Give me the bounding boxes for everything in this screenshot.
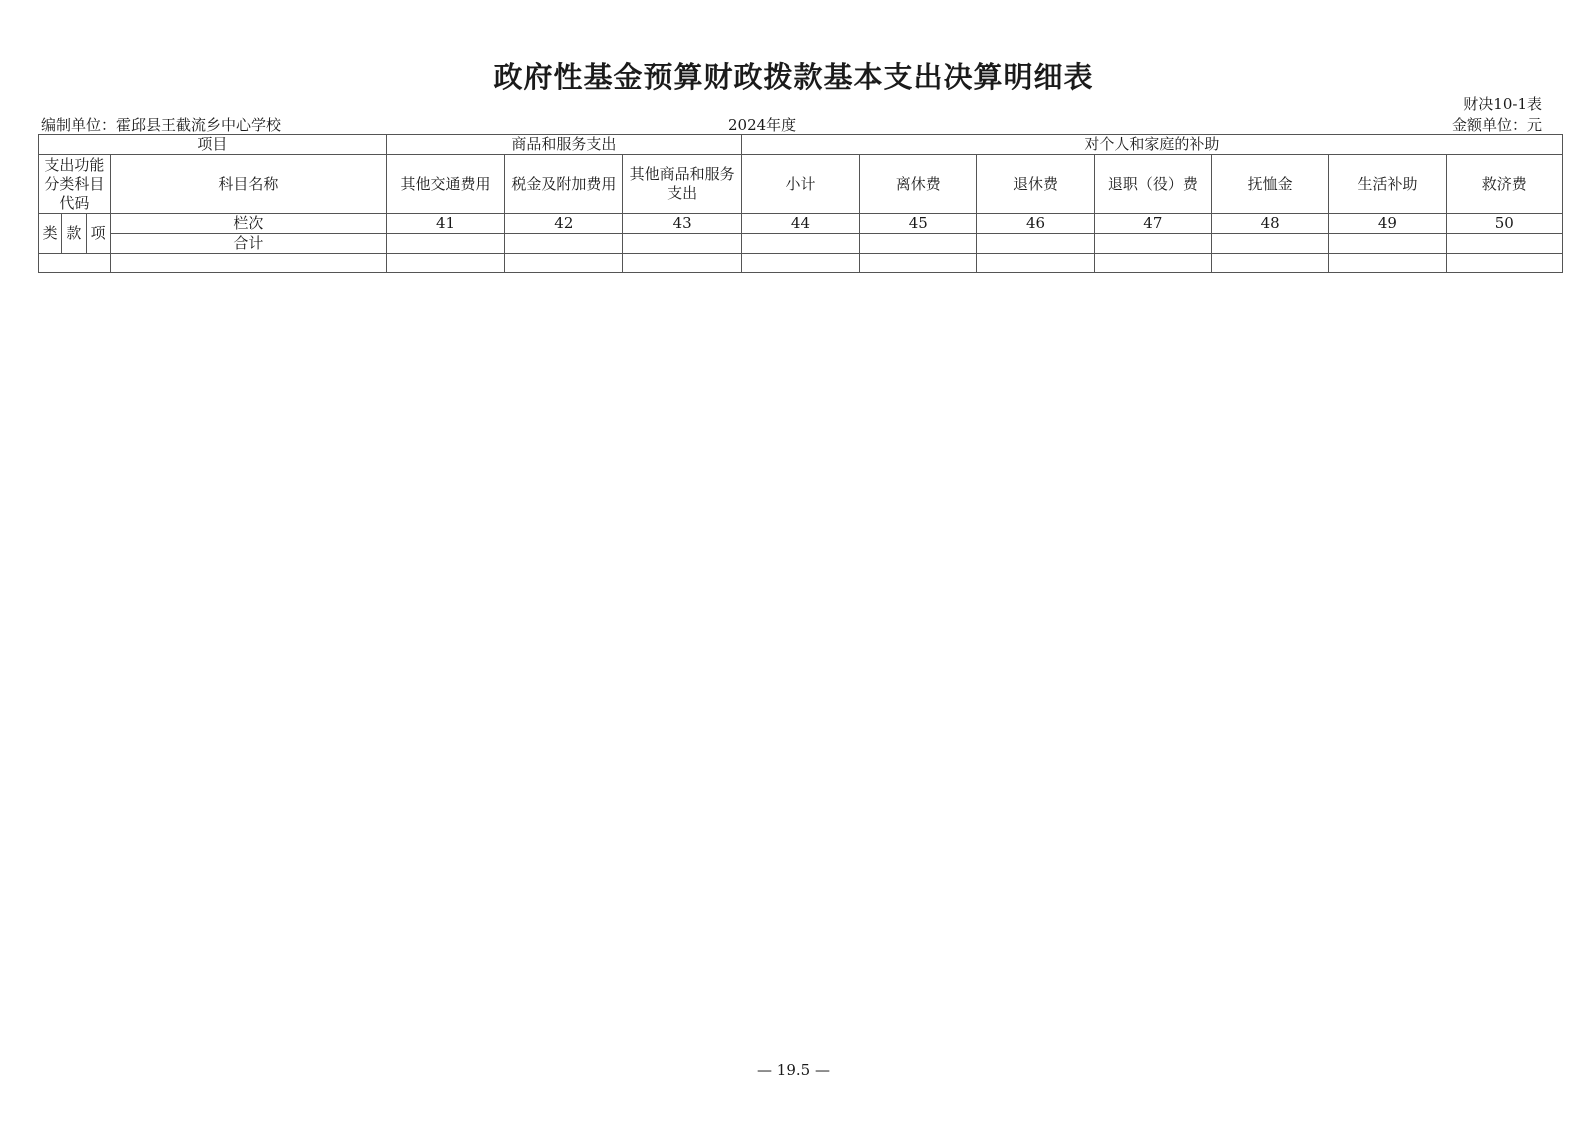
col-number-50: 50 [1446,214,1562,234]
empty-cell [623,254,741,273]
form-number: 财决10-1表 [1463,95,1542,113]
page-title: 政府性基金预算财政拨款基本支出决算明细表 [493,60,1094,94]
header-personal-subsidy: 对个人和家庭的补助 [741,135,1562,155]
header-goods-services: 商品和服务支出 [386,135,741,155]
empty-cell [977,254,1094,273]
row-number-row [39,214,1563,234]
amount-unit: 金额单位：元 [1451,116,1542,134]
empty-cell [505,254,623,273]
header-col-49: 生活补助 [1329,155,1446,214]
empty-cell [1329,254,1446,273]
header-code-label: 支出功能分类科目代码 [39,155,111,214]
total-cell [1446,234,1562,254]
total-cell [1212,234,1329,254]
total-label: 合计 [110,234,386,254]
total-cell [1329,234,1446,254]
header-kuan: 款 [62,214,86,254]
total-cell [977,234,1094,254]
col-number-42: 42 [505,214,623,234]
header-lei: 类 [39,214,62,254]
empty-cell [860,254,977,273]
header-col-44: 小计 [741,155,859,214]
page-number: — 19.5 — [757,1061,830,1079]
col-number-44: 44 [741,214,859,234]
empty-cell [1212,254,1329,273]
header-row-groups [39,135,1563,155]
header-col-43: 其他商品和服务支出 [623,155,741,214]
empty-cell [1446,254,1562,273]
total-cell [505,234,623,254]
total-cell [623,234,741,254]
col-number-41: 41 [386,214,504,234]
col-number-45: 45 [860,214,977,234]
total-cell [741,234,859,254]
col-number-49: 49 [1329,214,1446,234]
header-col-46: 退休费 [977,155,1094,214]
header-item: 项目 [39,135,387,155]
empty-cell [741,254,859,273]
empty-cell [110,254,386,273]
header-subject-name: 科目名称 [110,155,386,214]
col-number-46: 46 [977,214,1094,234]
row-number-label: 栏次 [110,214,386,234]
header-col-41: 其他交通费用 [386,155,504,214]
empty-code-cell [39,254,111,273]
empty-cell [386,254,504,273]
table-row [39,254,1563,273]
total-cell [386,234,504,254]
col-number-43: 43 [623,214,741,234]
header-row-columns [39,155,1563,214]
empty-cell [1094,254,1211,273]
header-col-42: 税金及附加费用 [505,155,623,214]
total-cell [1094,234,1211,254]
header-col-45: 离休费 [860,155,977,214]
total-cell [860,234,977,254]
compiling-unit: 编制单位：霍邱县王截流乡中心学校 [41,116,282,134]
header-col-50: 救济费 [1446,155,1562,214]
header-xiang: 项 [86,214,110,254]
header-col-48: 抚恤金 [1212,155,1329,214]
fiscal-year: 2024年度 [728,116,797,134]
header-col-47: 退职（役）费 [1094,155,1211,214]
total-row [39,234,1563,254]
col-number-47: 47 [1094,214,1211,234]
col-number-48: 48 [1212,214,1329,234]
expenditure-table [38,134,1563,273]
